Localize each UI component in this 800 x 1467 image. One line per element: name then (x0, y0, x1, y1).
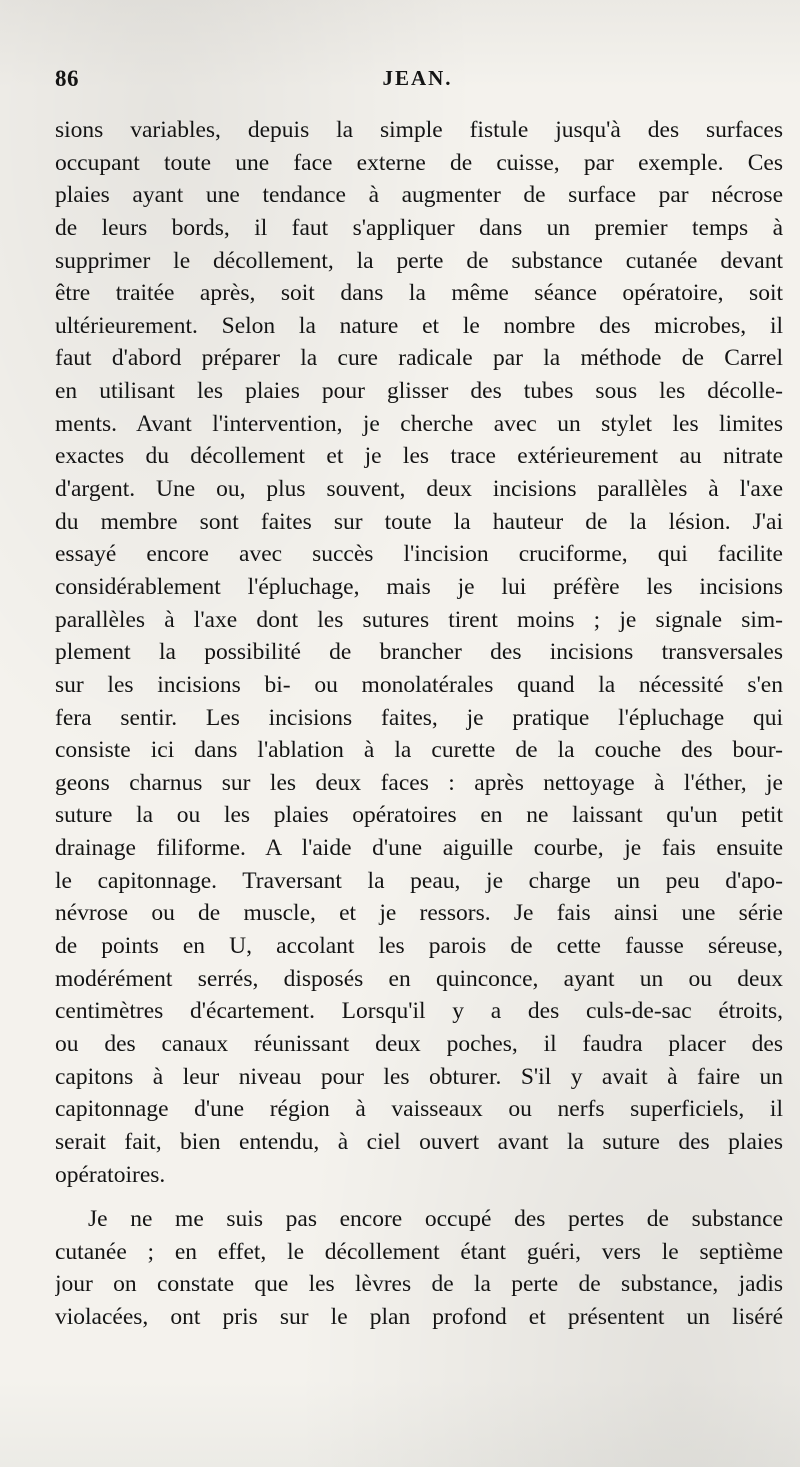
text-line: ultérieurement. Selon la nature et le nombre des microbes, il (55, 312, 783, 339)
text-line: de points en U, accolant les parois de cette fausse séreuse, (55, 933, 783, 960)
paragraph-1 (55, 114, 783, 1191)
text-line: occupant toute une face externe de cuisse, par exemple. Ces (55, 149, 783, 176)
text-line: essayé encore avec succès l'incision cruciforme, qui facilite (55, 541, 783, 568)
text-line: de leurs bords, il faut s'appliquer dans un premier temps à (55, 214, 783, 241)
text-line: plement la possibilité de brancher des incisions transversales (55, 639, 783, 666)
paragraph-2 (55, 1203, 783, 1334)
text-line: ou des canaux réunissant deux poches, il faudra placer des (55, 1030, 783, 1057)
text-line: parallèles à l'axe dont les sutures tirent moins ; je signale sim- (55, 606, 783, 633)
text-line: le capitonnage. Traversant la peau, je charge un peu d'apo- (55, 867, 783, 894)
text-line: exactes du décollement et je les trace extérieurement au nitrate (55, 443, 783, 470)
text-line: faut d'abord préparer la cure radicale par la méthode de Carrel (55, 345, 783, 372)
text-line: Je ne me suis pas encore occupé des pertes de substance (88, 1206, 783, 1233)
text-line: consiste ici dans l'ablation à la curette de la couche des bour- (55, 737, 783, 764)
page-number: 86 (55, 66, 79, 91)
text-line: ments. Avant l'intervention, je cherche avec un stylet les limites (55, 410, 783, 437)
text-line: capitons à leur niveau pour les obturer. S'il y avait à faire un (55, 1063, 783, 1090)
text-line: plaies ayant une tendance à augmenter de surface par nécrose (55, 182, 783, 209)
text-line: considérablement l'épluchage, mais je lui préfère les incisions (55, 573, 783, 600)
text-line: opératoires. (55, 1161, 166, 1188)
text-line: supprimer le décollement, la perte de substance cutanée devant (55, 247, 783, 274)
text-line: suture la ou les plaies opératoires en ne laissant qu'un petit (55, 802, 783, 829)
text-line: être traitée après, soit dans la même séance opératoire, soit (55, 280, 783, 307)
text-line: sur les incisions bi- ou monolatérales quand la nécessité s'en (55, 671, 783, 698)
text-line: du membre sont faites sur toute la hauteur de la lésion. J'ai (55, 508, 783, 535)
text-line: violacées, ont pris sur le plan profond et présentent un liséré (55, 1304, 783, 1331)
text-line: jour on constate que les lèvres de la perte de substance, jadis (55, 1271, 783, 1298)
text-line: sions variables, depuis la simple fistule jusqu'à des surfaces (55, 117, 783, 143)
text-line: centimètres d'écartement. Lorsqu'il y a des culs-de-sac étroits, (55, 998, 783, 1025)
text-line: d'argent. Une ou, plus souvent, deux incisions parallèles à l'axe (55, 476, 783, 503)
text-line: geons charnus sur les deux faces : après nettoyage à l'éther, je (55, 769, 783, 796)
paragraph-gap (55, 1191, 783, 1203)
text-line: fera sentir. Les incisions faites, je pratique l'épluchage qui (55, 704, 783, 731)
body-text (55, 114, 783, 1334)
text-line: modérément serrés, disposés en quinconce, ayant un ou deux (55, 965, 783, 992)
text-line: cutanée ; en effet, le décollement étant guéri, vers le septième (55, 1238, 783, 1265)
text-line: drainage filiforme. A l'aide d'une aiguille courbe, je fais ensuite (55, 835, 783, 862)
running-head (55, 66, 780, 96)
running-title: JEAN. (382, 66, 453, 90)
text-line: en utilisant les plaies pour glisser des tubes sous les décolle- (55, 378, 783, 405)
text-line: capitonnage d'une région à vaisseaux ou nerfs superficiels, il (55, 1096, 783, 1123)
text-line: serait fait, bien entendu, à ciel ouvert avant la suture des plaies (55, 1128, 783, 1155)
text-line: névrose ou de muscle, et je ressors. Je fais ainsi une série (55, 900, 783, 927)
